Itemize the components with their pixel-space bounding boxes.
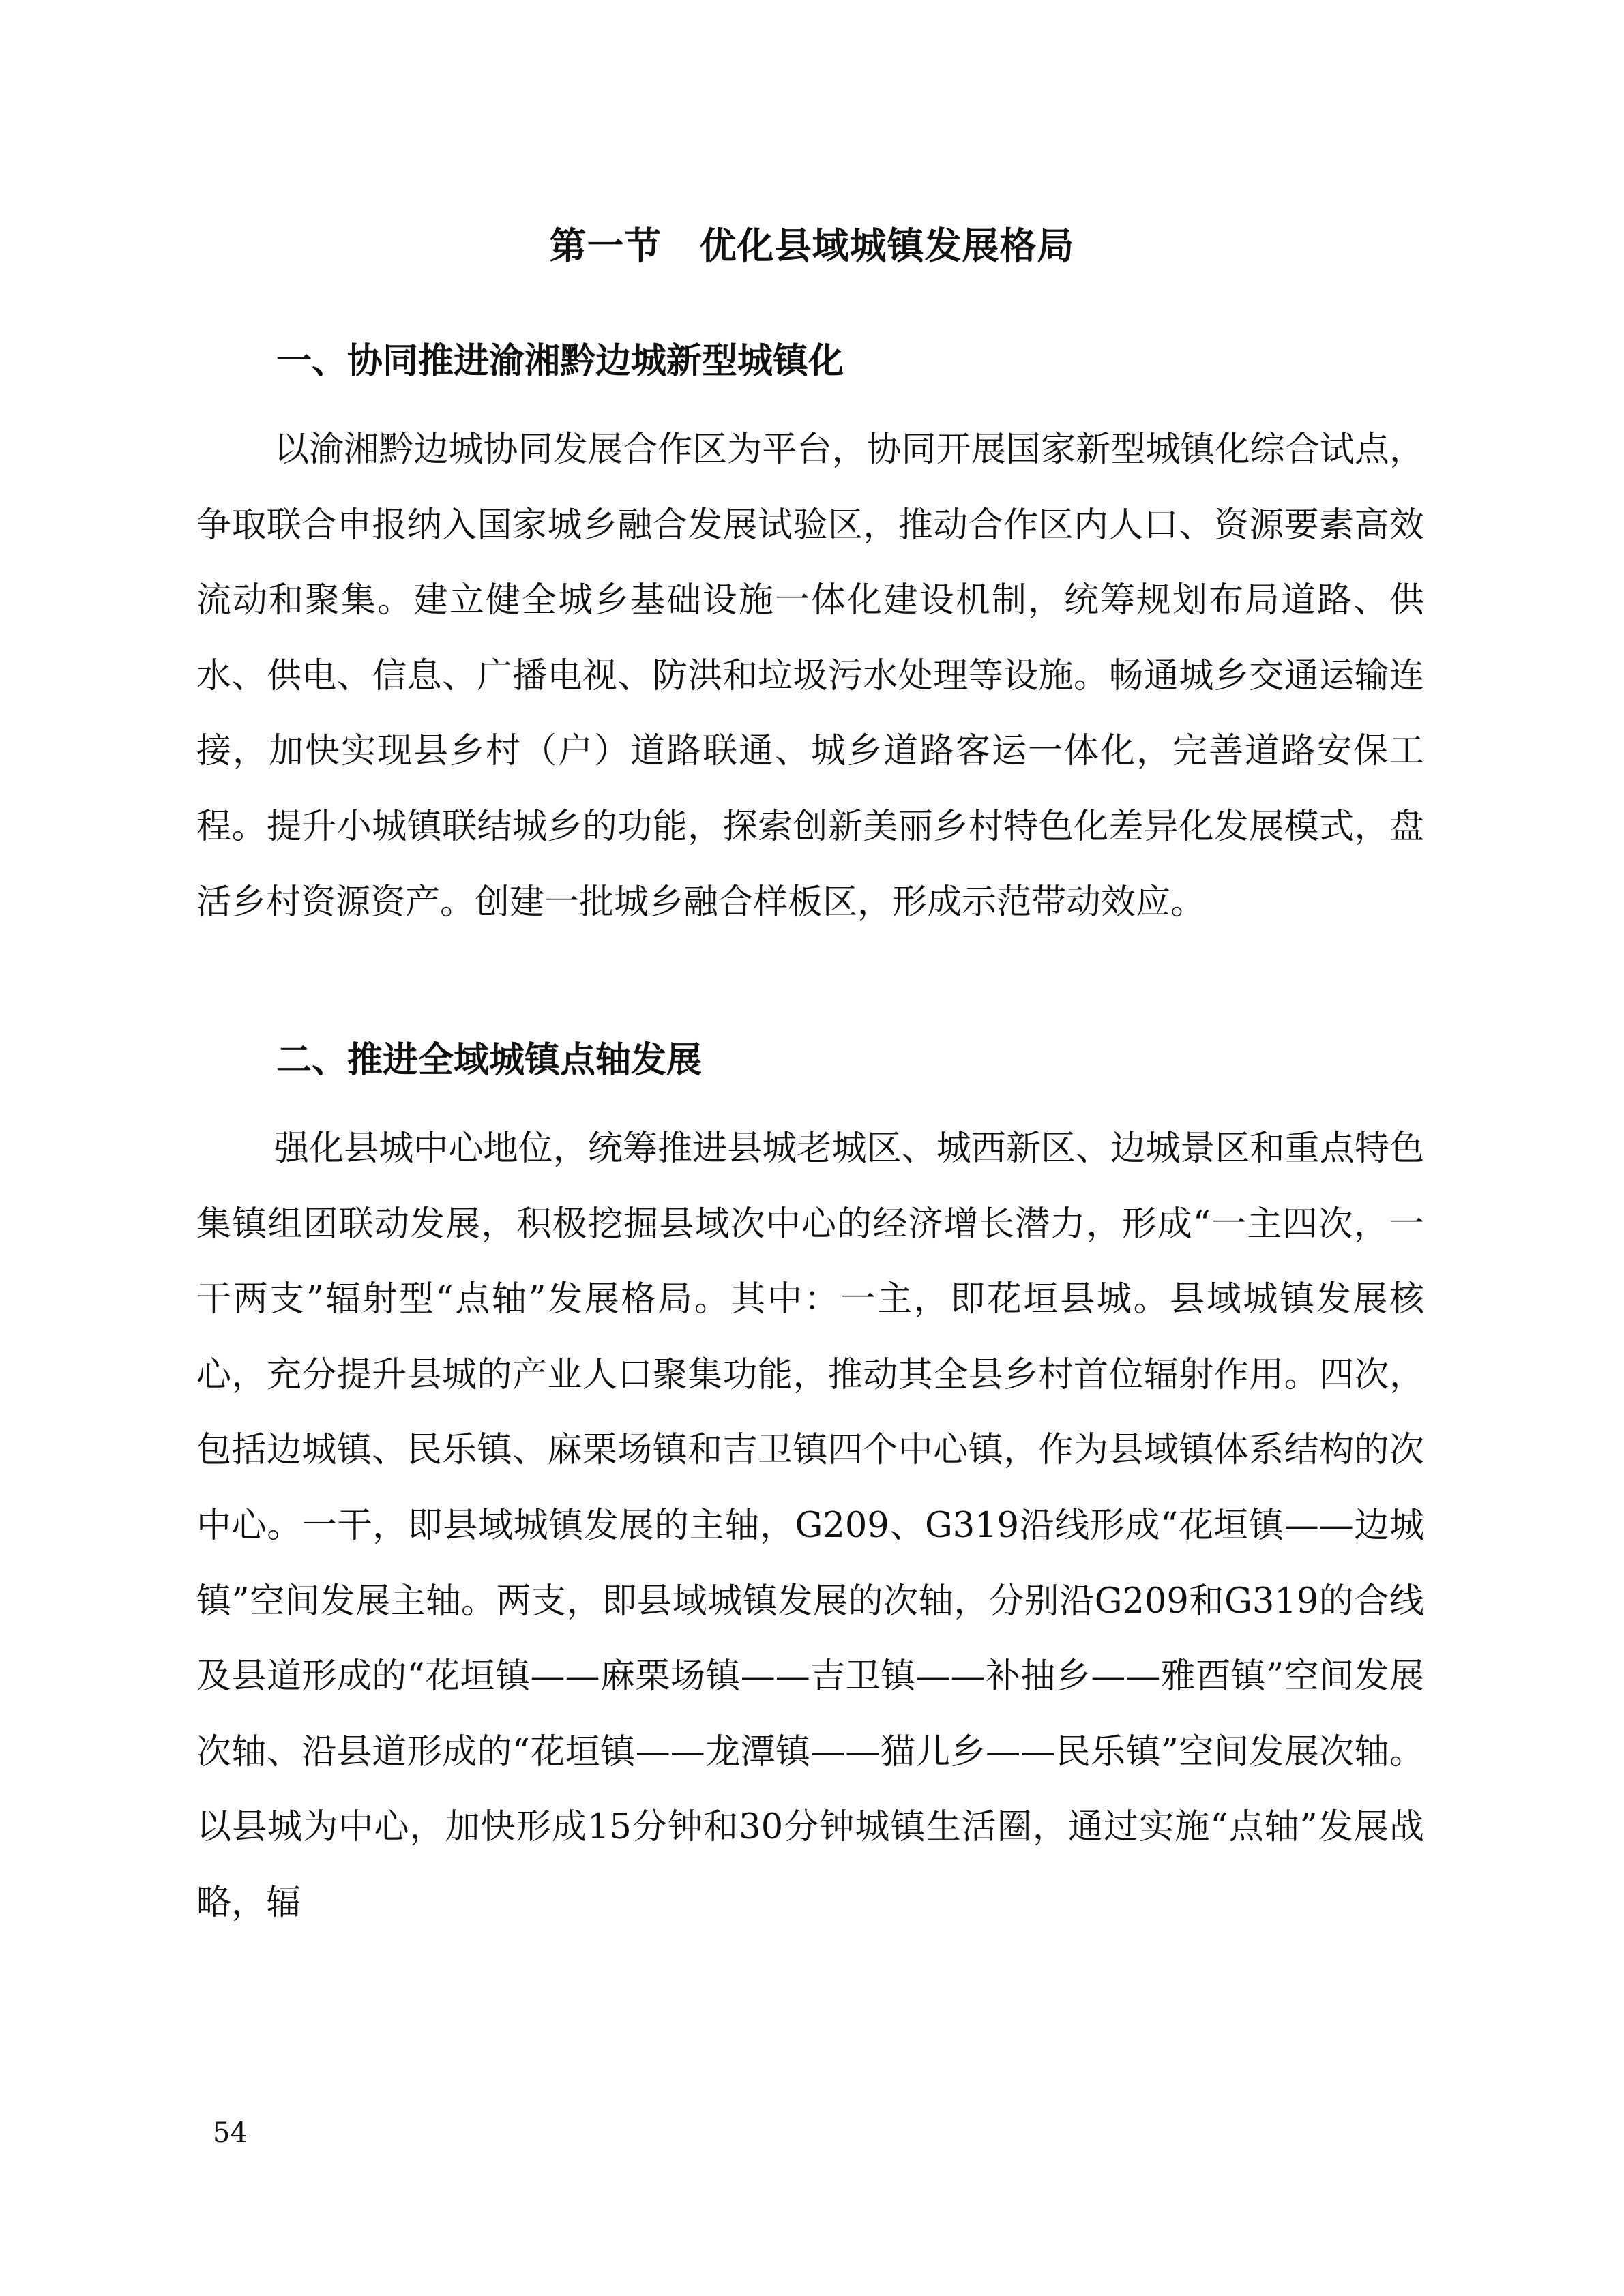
subsection-heading-2: 二、推进全域城镇点轴发展: [276, 1039, 703, 1081]
page-number: 54: [213, 2117, 248, 2149]
subsection-heading-1: 一、协同推进渝湘黔边城新型城镇化: [276, 340, 844, 382]
section-title: 第一节 优化县域城镇发展格局: [549, 224, 1075, 267]
subsection-paragraph-1: 以渝湘黔边城协同发展合作区为平台，协同开展国家新型城镇化综合试点，争取联合申报纳入国家城乡融合发展试验区，推动合作区内人口、资源要素高效流动和聚集。建立健全城乡基础设施一体化建设机制，统筹规划布局道路、供水、供电、信息、广播电视、防洪和垃圾污水处理等设施。畅通城乡交通运输连接，加快实现县乡村（户）道路联通、城乡道路客运一体化，完善道路安保工程。提升小城镇联结城乡的功能，探索创新美丽乡村特色化差异化发展模式，盘活乡村资源资产。创建一批城乡融合样板区，形成示范带动效应。: [196, 430, 1424, 923]
subsection-paragraph-2: 强化县城中心地位，统筹推进县城老城区、城西新区、边城景区和重点特色集镇组团联动发展，积极挖掘县域次中心的经济增长潜力，形成“一主四次，一干两支”辐射型“点轴”发展格局。其中：一主，即花垣县城。县域城镇发展核心，充分提升县城的产业人口聚集功能，推动其全县乡村首位辐射作用。四次，包括边城镇、民乐镇、麻栗场镇和吉卫镇四个中心镇，作为县域镇体系结构的次中心。一干，即县域城镇发展的主轴，G209、G319沿线形成“花垣镇——边城镇”空间发展主轴。两支，即县域城镇发展的次轴，分别沿G209和G319的合线及县道形成的“花垣镇——麻栗场镇——吉卫镇——补抽乡——雅酉镇”空间发展次轴、沿县道形成的“花垣镇——龙潭镇——猫儿乡——民乐镇”空间发展次轴。以县城为中心，加快形成15分钟和30分钟城镇生活圈，通过实施“点轴”发展战略，辐: [196, 1129, 1424, 1923]
